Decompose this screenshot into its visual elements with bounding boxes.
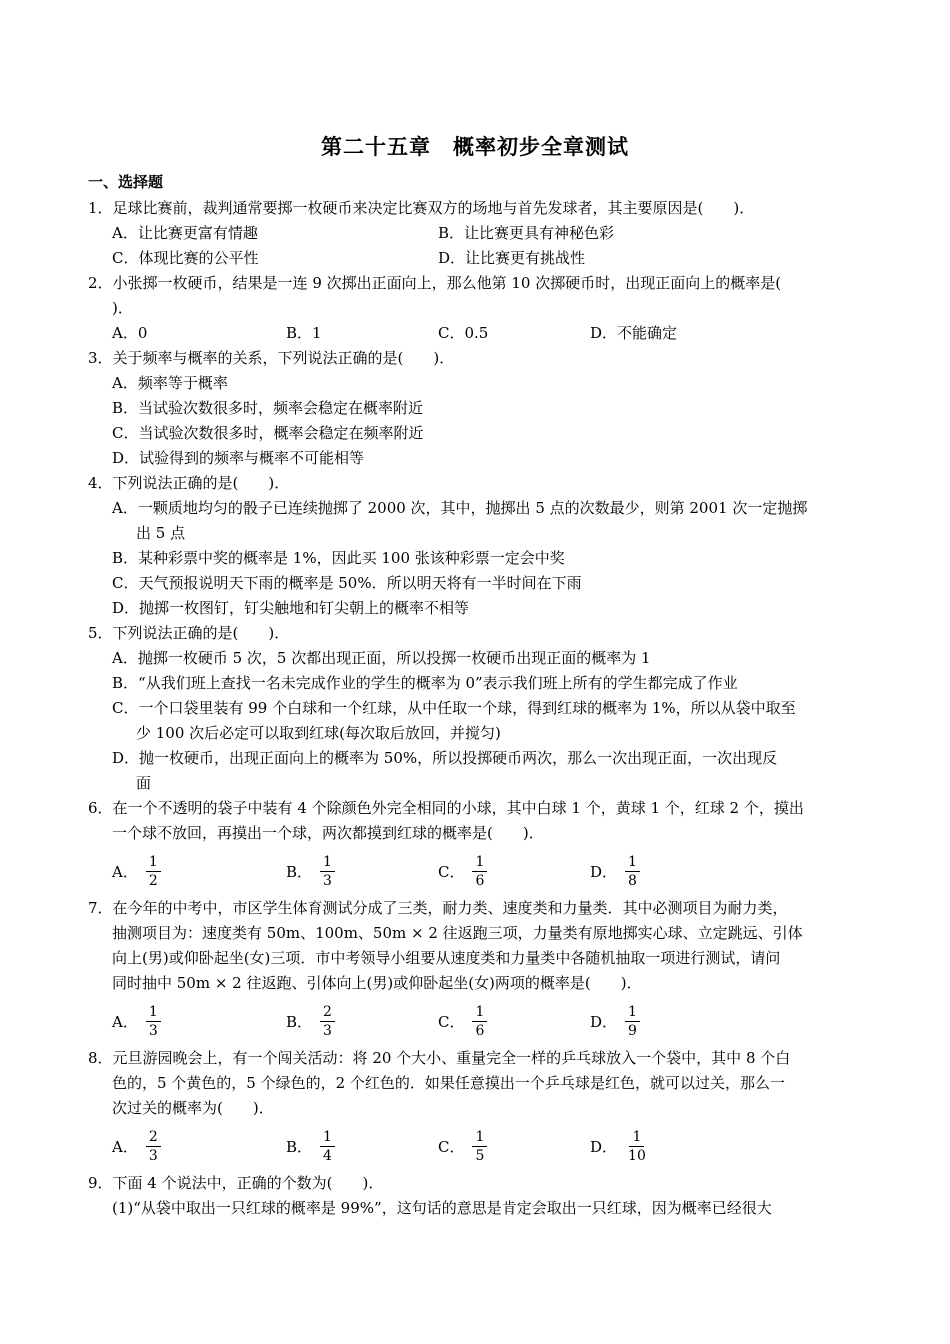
option-c (438, 996, 487, 1046)
denominator: 3 (323, 1022, 332, 1039)
option-a: A．抛掷一枚硬币 5 次，5 次都出现正面，所以投掷一枚硬币出现正面的概率为 1 (112, 649, 651, 667)
question-6-cont: 一个球不放回，再摸出一个球，两次都摸到红球的概率是( )． (112, 824, 544, 842)
question-8-cont: 次过关的概率为( )． (112, 1099, 274, 1117)
option-label: D． (590, 862, 618, 881)
fraction (320, 1003, 335, 1040)
option-label: B． (286, 862, 313, 881)
option-c (438, 846, 487, 896)
question-2-cont: )． (112, 299, 133, 317)
numerator: 1 (625, 853, 640, 872)
question-1-options-row1 (88, 221, 878, 246)
option-label: C． (438, 862, 465, 881)
numerator: 1 (472, 853, 487, 872)
option-label: B． (286, 1137, 313, 1156)
fraction (472, 1003, 487, 1040)
question-3: 3．关于频率与概率的关系，下列说法正确的是( )． (88, 349, 455, 367)
question-1-options-row2 (88, 246, 878, 271)
denominator: 8 (628, 872, 637, 889)
question-9: 9．下面 4 个说法中，正确的个数为( )． (88, 1174, 384, 1192)
option-a: A．让比赛更富有情趣 (112, 224, 258, 242)
option-label: A． (112, 862, 138, 881)
numerator: 2 (146, 1128, 161, 1147)
option-b (286, 1121, 335, 1171)
question-2-options (88, 321, 878, 346)
section-heading: 一、选择题 (88, 173, 164, 191)
denominator: 2 (148, 872, 158, 889)
fraction (146, 853, 161, 890)
question-8-cont: 色的，5 个黄色的，5 个绿色的，2 个红色的．如果任意摸出一个乒乓球是红色，就可以过关，那么一 (112, 1074, 785, 1092)
question-6: 6．在一个不透明的袋子中装有 4 个除颜色外完全相同的小球，其中白球 1 个，黄球 1 个，红球 2 个，摸出 (88, 799, 804, 817)
option-a (112, 1121, 161, 1171)
option-b: B．让比赛更具有神秘色彩 (438, 224, 615, 242)
option-b (286, 996, 335, 1046)
fraction (320, 853, 335, 890)
numerator: 2 (320, 1003, 335, 1022)
option-d: D．抛掷一枚图钉，钉尖触地和钉尖朝上的概率不相等 (112, 599, 470, 617)
question-7-cont: 同时抽中 50m × 2 往返跑、引体向上(男)或仰卧起坐(女)两项的概率是( )． (112, 974, 642, 992)
denominator: 6 (475, 1022, 485, 1039)
denominator: 5 (475, 1147, 485, 1164)
option-c: C．当试验次数很多时，概率会稳定在频率附近 (112, 424, 424, 442)
option-c: C．体现比赛的公平性 (112, 249, 259, 267)
question-2: 2．小张掷一枚硬币，结果是一连 9 次掷出正面向上，那么他第 10 次掷硬币时，出现正面向上的概率是( (88, 274, 782, 292)
denominator: 3 (148, 1022, 158, 1039)
question-8-options (88, 1121, 878, 1171)
question-8: 8．元旦游园晚会上，有一个闯关活动：将 20 个大小、重量完全一样的乒乓球放入一个袋中，其中 8 个白 (88, 1049, 791, 1067)
option-label: B． (286, 1012, 313, 1031)
option-d (590, 1121, 649, 1171)
question-7-cont: 抽测项目为：速度类有 50m、100m、50m × 2 往返跑三项，力量类有原地掷实心球、立定跳远、引体 (112, 924, 803, 942)
option-b: B．某种彩票中奖的概率是 1%，因此买 100 张该种彩票一定会中奖 (112, 549, 565, 567)
fraction (472, 1128, 487, 1165)
option-label: C． (438, 1012, 465, 1031)
option-a: A．频率等于概率 (112, 374, 228, 392)
option-label: D． (590, 1012, 618, 1031)
option-label: A． (112, 1137, 138, 1156)
option-c-cont: 少 100 次后必定可以取到红球(每次取后放回，并搅匀) (136, 724, 501, 742)
question-5: 5．下列说法正确的是( )． (88, 624, 290, 642)
option-d (590, 846, 640, 896)
option-label: A． (112, 1012, 138, 1031)
question-9-statement-1: (1)“从袋中取出一只红球的概率是 99%”，这句话的意思是肯定会取出一只红球，因为概率已经很大 (112, 1199, 772, 1217)
question-1: 1．足球比赛前，裁判通常要掷一枚硬币来决定比赛双方的场地与首先发球者，其主要原因是( )． (88, 199, 755, 217)
fraction (472, 853, 487, 890)
option-a (112, 996, 161, 1046)
page-title: 第二十五章 概率初步全章测试 (321, 134, 629, 159)
question-7-cont: 向上(男)或仰卧起坐(女)三项．市中考领导小组要从速度类和力量类中各随机抽取一项进行测试，请问 (112, 949, 781, 967)
denominator: 9 (628, 1022, 637, 1039)
option-a: A．0 (112, 324, 148, 342)
fraction (625, 1128, 649, 1165)
numerator: 1 (472, 1003, 487, 1022)
numerator: 1 (320, 853, 335, 872)
denominator: 10 (628, 1147, 646, 1164)
option-a: A．一颗质地均匀的骰子已连续抛掷了 2000 次，其中，抛掷出 5 点的次数最少，则第 2001 次一定抛掷 (112, 499, 808, 517)
option-d: D．试验得到的频率与概率不可能相等 (112, 449, 365, 467)
fraction (146, 1128, 161, 1165)
denominator: 6 (475, 872, 485, 889)
option-d (590, 996, 640, 1046)
option-d-cont: 面 (136, 774, 152, 792)
denominator: 3 (148, 1147, 158, 1164)
fraction (625, 853, 640, 890)
fraction (320, 1128, 335, 1165)
option-b: B．1 (286, 324, 322, 342)
option-b: B．“从我们班上查找一名未完成作业的学生的概率为 0”表示我们班上所有的学生都完成了作业 (112, 674, 738, 692)
option-label: D． (590, 1137, 618, 1156)
question-list (88, 196, 878, 1221)
question-7-options (88, 996, 878, 1046)
option-a-cont: 出 5 点 (136, 524, 186, 542)
numerator: 1 (146, 853, 161, 872)
option-d: D．让比赛更有挑战性 (438, 249, 586, 267)
numerator: 1 (320, 1128, 335, 1147)
denominator: 3 (323, 872, 332, 889)
question-7: 7．在今年的中考中，市区学生体育测试分成了三类，耐力类、速度类和力量类．其中必测项目为耐力类， (88, 899, 788, 917)
option-label: C． (438, 1137, 465, 1156)
question-6-options (88, 846, 878, 896)
option-c (438, 1121, 487, 1171)
option-b: B．当试验次数很多时，频率会稳定在概率附近 (112, 399, 424, 417)
numerator: 1 (625, 1003, 640, 1022)
option-c: C．一个口袋里装有 99 个白球和一个红球，从中任取一个球，得到红球的概率为 1%，所以从袋中取至 (112, 699, 796, 717)
option-d: D．不能确定 (590, 324, 678, 342)
denominator: 4 (323, 1147, 332, 1164)
fraction (146, 1003, 161, 1040)
fraction (625, 1003, 640, 1040)
option-d: D．抛一枚硬币，出现正面向上的概率为 50%，所以投掷硬币两次，那么一次出现正面，一次出现反 (112, 749, 778, 767)
option-a (112, 846, 161, 896)
option-c: C．0.5 (438, 324, 489, 342)
numerator: 1 (629, 1128, 644, 1147)
numerator: 1 (472, 1128, 487, 1147)
numerator: 1 (146, 1003, 161, 1022)
option-c: C．天气预报说明天下雨的概率是 50%．所以明天将有一半时间在下雨 (112, 574, 582, 592)
question-4: 4．下列说法正确的是( )． (88, 474, 290, 492)
option-b (286, 846, 335, 896)
